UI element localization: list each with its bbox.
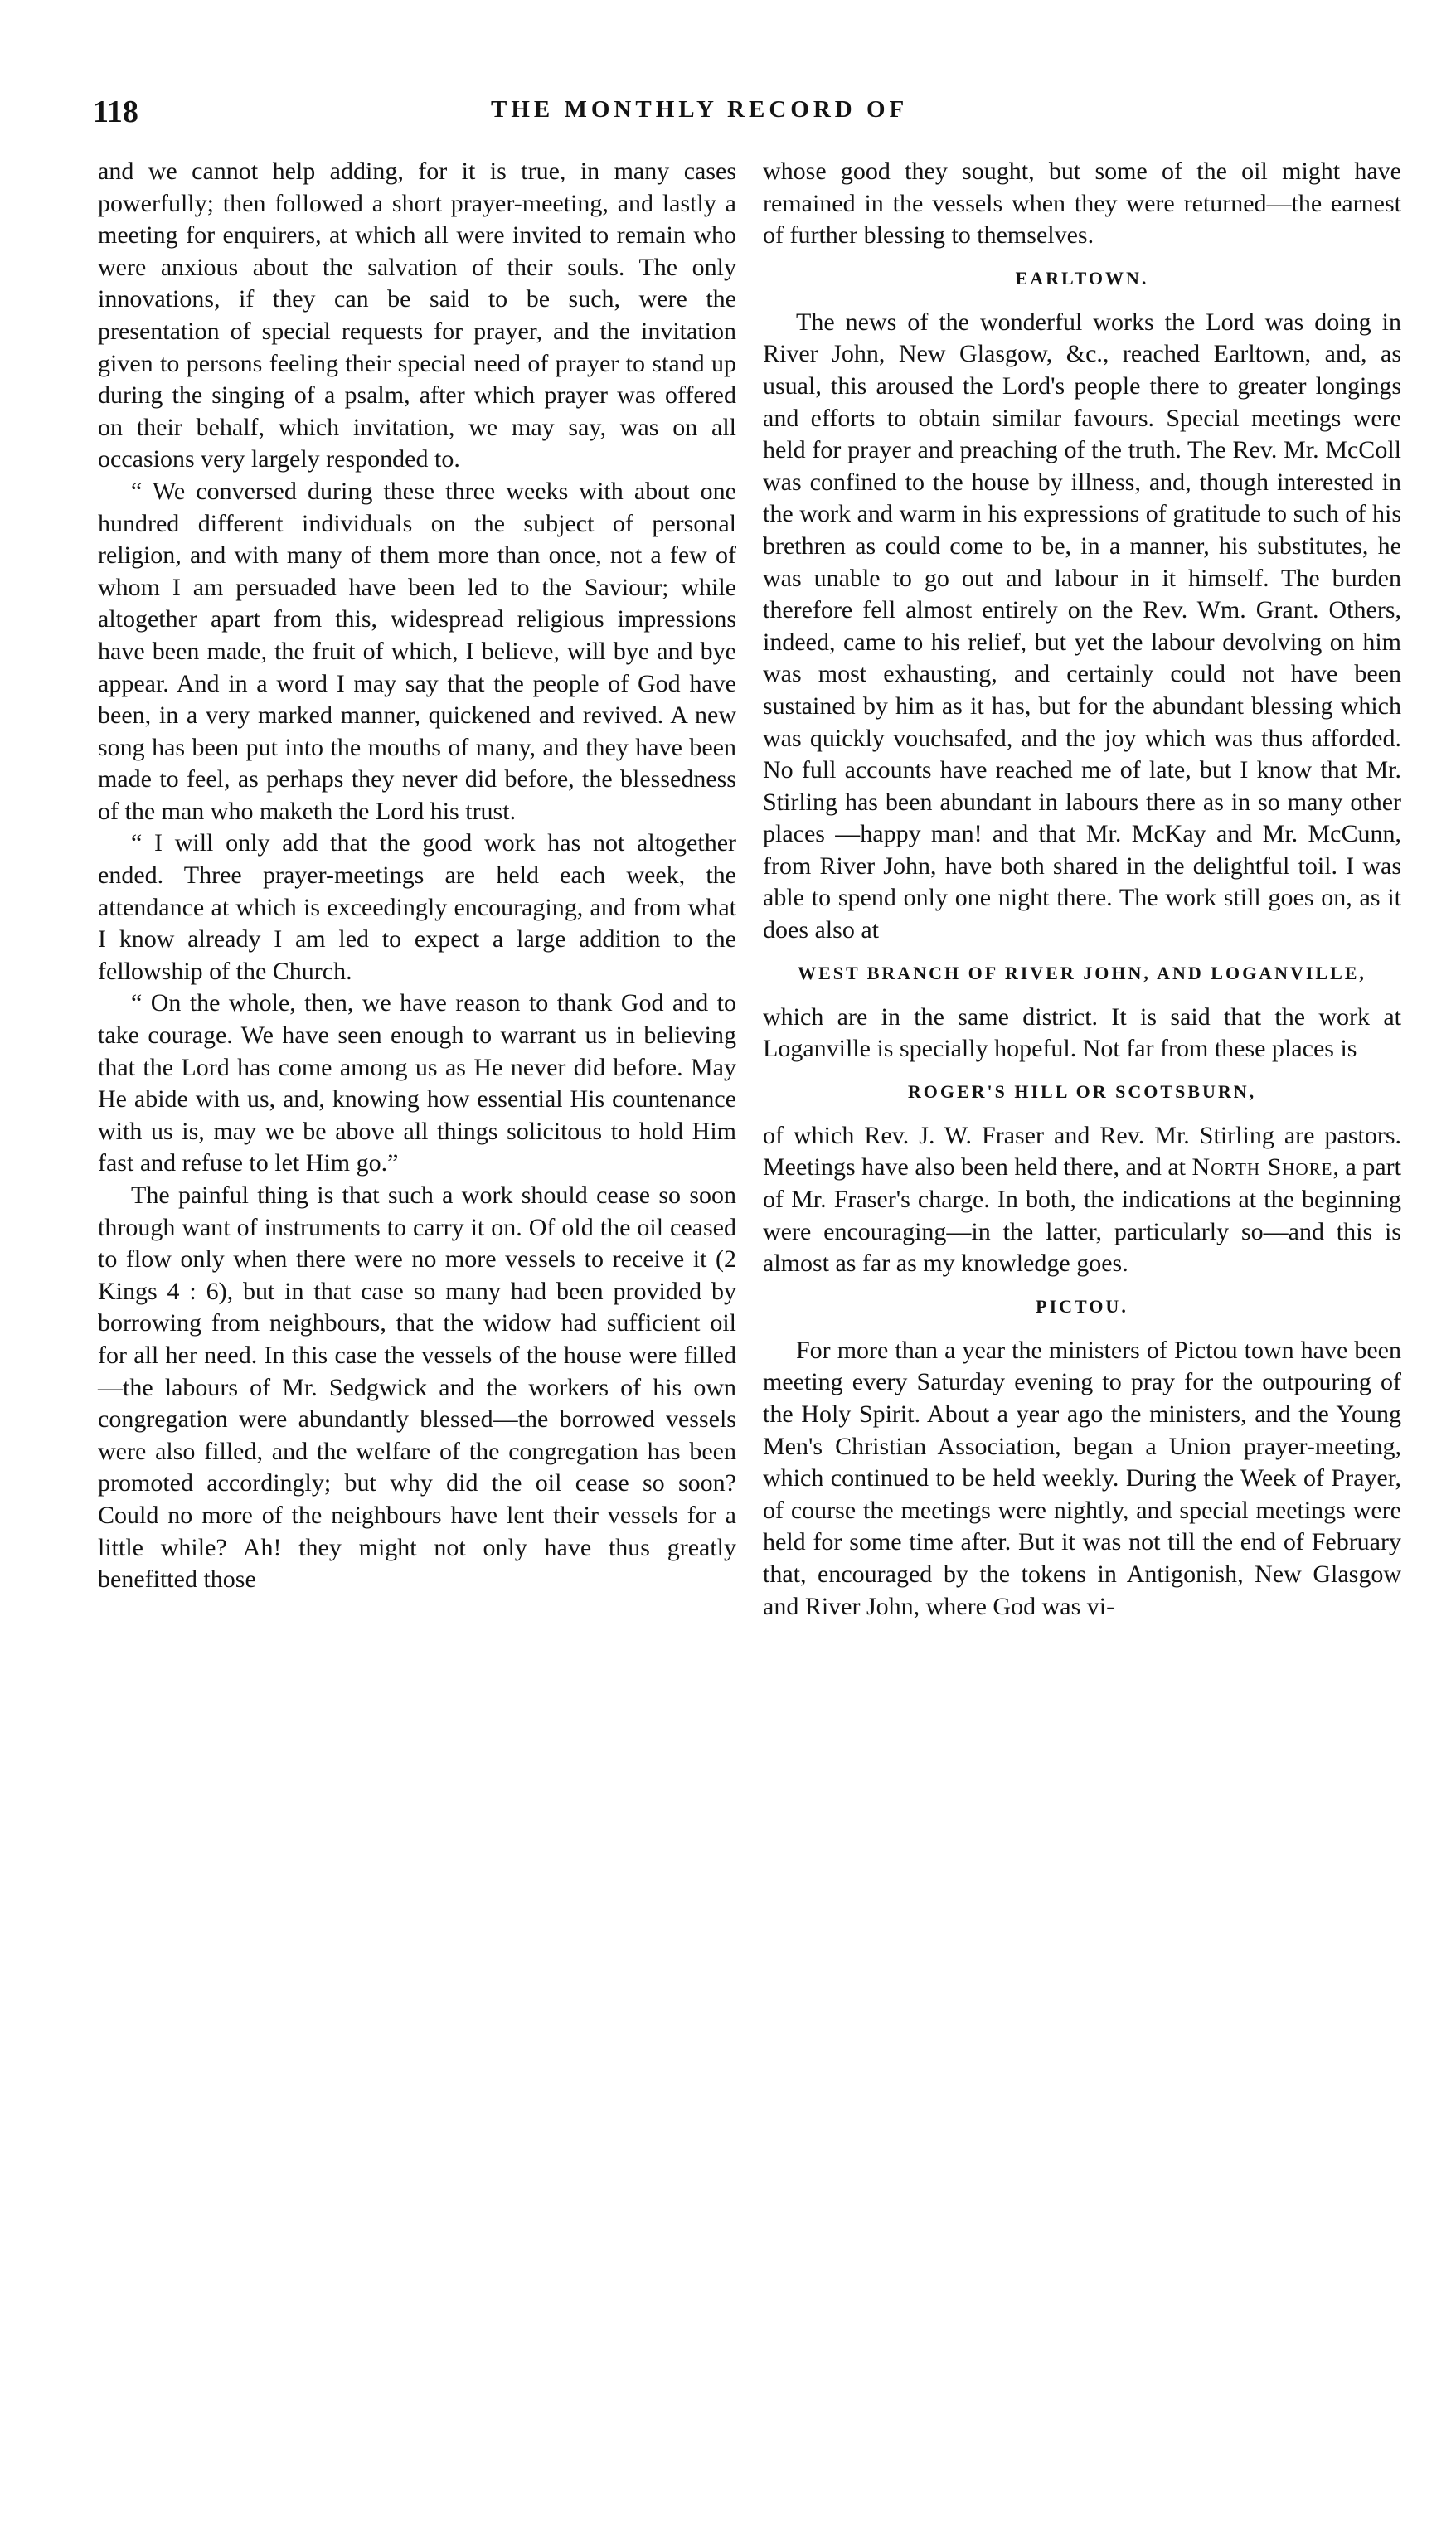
paragraph bbox=[763, 1120, 1401, 1280]
paragraph: “ We conversed during these three weeks with about one hundred different individuals on the subject of personal religion, and with many of them more than once, not a few of whom I am persuaded have been led to the Saviour; while altogether apart from this, widespread religious impressions have been made, the fruit of which, I believe, will bye and bye appear. And in a word I may say that the people of God have been, in a very marked manner, quickened and revived. A new song has been put into the mouths of many, and they have been made to feel, as perhaps they never did before, the blessedness of the man who maketh the Lord his trust. bbox=[98, 477, 736, 825]
paragraph: and we cannot help adding, for it is true, in many cases powerfully; then followed a short prayer-meeting, and lastly a meeting for enquirers, at which all were invited to remain who were anxious about the salvation of their souls. The only innovations, if they can be said to be such, were the presentation of special requests for prayer, and the invitation given to persons feeling their special need of prayer to stand up during the singing of a psalm, after which prayer was offered on their behalf, which invitation, we may say, was on all occasions very largely responded to. bbox=[98, 158, 736, 473]
place-name: North Shore bbox=[1191, 1153, 1333, 1182]
paragraph: whose good they sought, but some of the oil might have remained in the vessels when they were returned—the earnest of further blessing to themselves. bbox=[763, 158, 1401, 250]
paragraph: which are in the same district. It is said that the work at Loganville is specially hopeful. Not far from these places is bbox=[763, 1002, 1401, 1063]
running-title: THE MONTHLY RECORD OF bbox=[491, 96, 909, 123]
paragraph: “ I will only add that the good work has not altogether ended. Three prayer-meetings are held each week, the attendance at which is exceedingly encouraging, and from what I know already I am led to expect a large addition to the fellowship of the Church. bbox=[98, 829, 736, 985]
paragraph-text: , a part of Mr. Fraser's charge. In both, the indications at the beginning were encouraging—in the latter, particularly so—and this is almost as far as my knowledge goes. bbox=[763, 1153, 1401, 1278]
section-heading-rogers-hill: ROGER'S HILL OR SCOTSBURN, bbox=[907, 1080, 1257, 1102]
left-column bbox=[98, 156, 736, 1596]
right-column bbox=[763, 156, 1401, 1623]
section-heading-west-branch: WEST BRANCH OF RIVER JOHN, AND LOGANVILLE, bbox=[798, 962, 1366, 983]
paragraph-text: of which Rev. J. W. Fraser and Rev. Mr. Stirling are pastors. Meetings have also been held there, and at bbox=[763, 1121, 1401, 1182]
paragraph: The painful thing is that such a work should cease so soon through want of instruments to carry it on. Of old the oil ceased to flow only when there were no more vessels to receive it (2 Kings 4 : 6), but in that case so many had been provided by borrowing from neighbours, that the widow had sufficient oil for all her need. In this case the vessels of the house were filled—the labours of Mr. Sedgwick and the workers of his own congregation were abundantly blessed—the borrowed vessels were also filled, and the welfare of the congregation has been promoted accordingly; but why did the oil cease so soon? Could no more of the neighbours have lent their vessels for a little while? Ah! they might not only have thus greatly benefitted those bbox=[98, 1182, 736, 1594]
paragraph: The news of the wonderful works the Lord was doing in River John, New Glasgow, &c., reached Earltown, and, as usual, this aroused the Lord's people there to greater longings and efforts to obtain similar favours. Special meetings were held for prayer and preaching of the truth. The Rev. Mr. McColl was confined to the house by illness, and, though interested in the work and warm in his expressions of gratitude to such of his brethren as could come to be, in a manner, his substitutes, he was unable to go out and labour in it himself. The burden therefore fell almost entirely on the Rev. Wm. Grant. Others, indeed, came to his relief, but yet the labour devolving on him was most exhausting, and certainly could not have been sustained by him as it has, but for the abundant blessing which was quickly vouchsafed, and the joy which was thus afforded. No full accounts have reached me of late, but I know that Mr. Stirling has been abundant in labours there as in so many other places —happy man! and that Mr. McKay and Mr. McCunn, from River John, have both shared in the delightful toil. I was able to spend only one night there. The work still goes on, as it does also at bbox=[763, 308, 1401, 944]
page-number: 118 bbox=[93, 95, 138, 129]
running-header bbox=[93, 91, 1337, 141]
paragraph: For more than a year the ministers of Pictou town have been meeting every Saturday evening to pray for the outpouring of the Holy Spirit. About a year ago the ministers, and the Young Men's Christian Association, began a Union prayer-meeting, which continued to be held weekly. During the Week of Prayer, of course the meetings were nightly, and special meetings were held for some time after. But it was not till the end of February that, encouraged by the tokens in Antigonish, New Glasgow and River John, where God was vi- bbox=[763, 1336, 1401, 1620]
section-heading-earltown: EARLTOWN. bbox=[1015, 267, 1149, 289]
section-heading-pictou: PICTOU. bbox=[1036, 1295, 1128, 1317]
paragraph: “ On the whole, then, we have reason to thank God and to take courage. We have seen enough to warrant us in believing that the Lord has come among us as He never did before. May He abide with us, and, knowing how essential His countenance with us is, may we be above all things solicitous to hold Him fast and refuse to let Him go.” bbox=[98, 989, 736, 1177]
